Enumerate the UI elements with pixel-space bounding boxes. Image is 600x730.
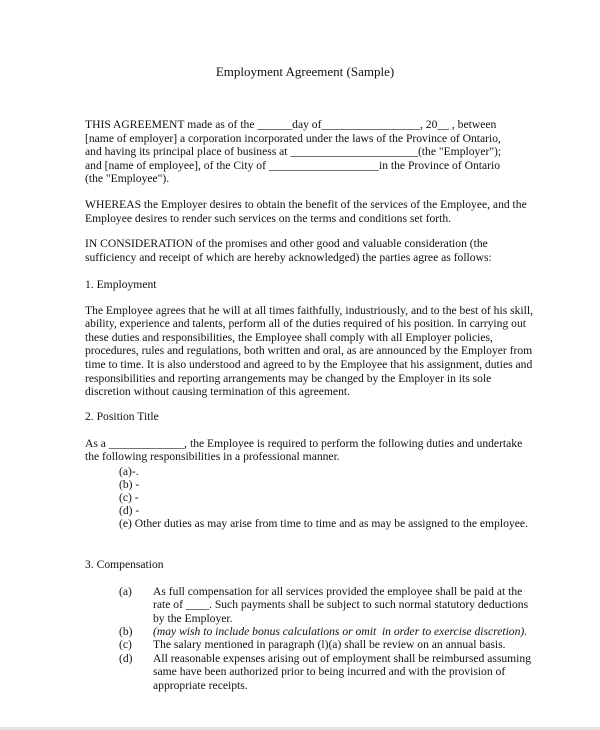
text-line: rate of ____. Such payments shall be subject to such normal statutory deductions: [153, 598, 529, 611]
text-line: WHEREAS the Employer desires to obtain the benefit of the services of the Employee, and the: [85, 198, 527, 211]
item-label: (c): [119, 638, 132, 651]
list-item: (a)-.: [119, 465, 139, 478]
list-item: (e) Other duties as may arise from time to time and as may be assigned to the employee.: [119, 517, 528, 530]
section-heading: 1. Employment: [85, 278, 157, 291]
document-title: Employment Agreement (Sample): [215, 64, 395, 79]
text-line: responsibilities and reporting arrangements may be changed by the Employer in its sole: [85, 372, 492, 385]
text-line: The Employee agrees that he will at all times faithfully, industriously, and to the best of his skill,: [85, 304, 533, 317]
text-line: As a _____________, the Employee is required to perform the following duties and undertake: [85, 437, 523, 450]
list-item: (c) -: [119, 491, 139, 504]
text-line: (may wish to include bonus calculations or omit in order to exercise discretion).: [153, 625, 528, 638]
item-label: (d): [119, 652, 133, 665]
text-line: discretion without causing termination of this agreement.: [85, 385, 350, 398]
text-line: and [name of employee], of the City of ___________________in the Province of Ontario: [85, 159, 501, 172]
list-item: (b) -: [119, 478, 140, 491]
section-heading: 3. Compensation: [85, 558, 164, 571]
text-line: The salary mentioned in paragraph (l)(a) shall be review on an annual basis.: [153, 638, 506, 651]
text-line: (the "Employee").: [85, 172, 170, 185]
text-line: As full compensation for all services provided the employee shall be paid at the: [153, 585, 523, 598]
text-line: and having its principal place of business at ______________________(the "Employer");: [85, 145, 502, 158]
text-line: the following responsibilities in a professional manner.: [85, 450, 340, 463]
text-line: appropriate receipts.: [153, 679, 248, 692]
text-line: sufficiency and receipt of which are hereby acknowledged) the parties agree as follows:: [85, 251, 492, 264]
text-line: [name of employer] a corporation incorporated under the laws of the Province of Ontario,: [85, 132, 501, 145]
text-line: ability, experience and talents, perform all of the duties required of his position. In carrying out: [85, 317, 526, 330]
text-line: by the Employer.: [153, 612, 233, 625]
text-line: same have been authorized prior to being incurred and with the provision of: [153, 665, 506, 678]
text-line: IN CONSIDERATION of the promises and other good and valuable consideration (the: [85, 237, 488, 250]
text-line: procedures, rules and regulations, both written and oral, as are announced by the Employer from: [85, 344, 533, 357]
item-label: (b): [119, 625, 133, 638]
text-line: time to time. It is also understood and agreed to by the Employee that his assignment, duties and: [85, 358, 533, 371]
text-line: these duties and responsibilities, the Employee shall comply with all Employer policies,: [85, 331, 493, 344]
item-label: (a): [119, 585, 132, 598]
text-line: Employee desires to render such services on the terms and conditions set forth.: [85, 212, 452, 225]
list-item: (d) -: [119, 504, 140, 517]
text-line: All reasonable expenses arising out of employment shall be reimbursed assuming: [153, 652, 531, 665]
section-heading: 2. Position Title: [85, 410, 159, 423]
text-line: THIS AGREEMENT made as of the ______day of_________________, 20__ , between: [85, 118, 497, 131]
